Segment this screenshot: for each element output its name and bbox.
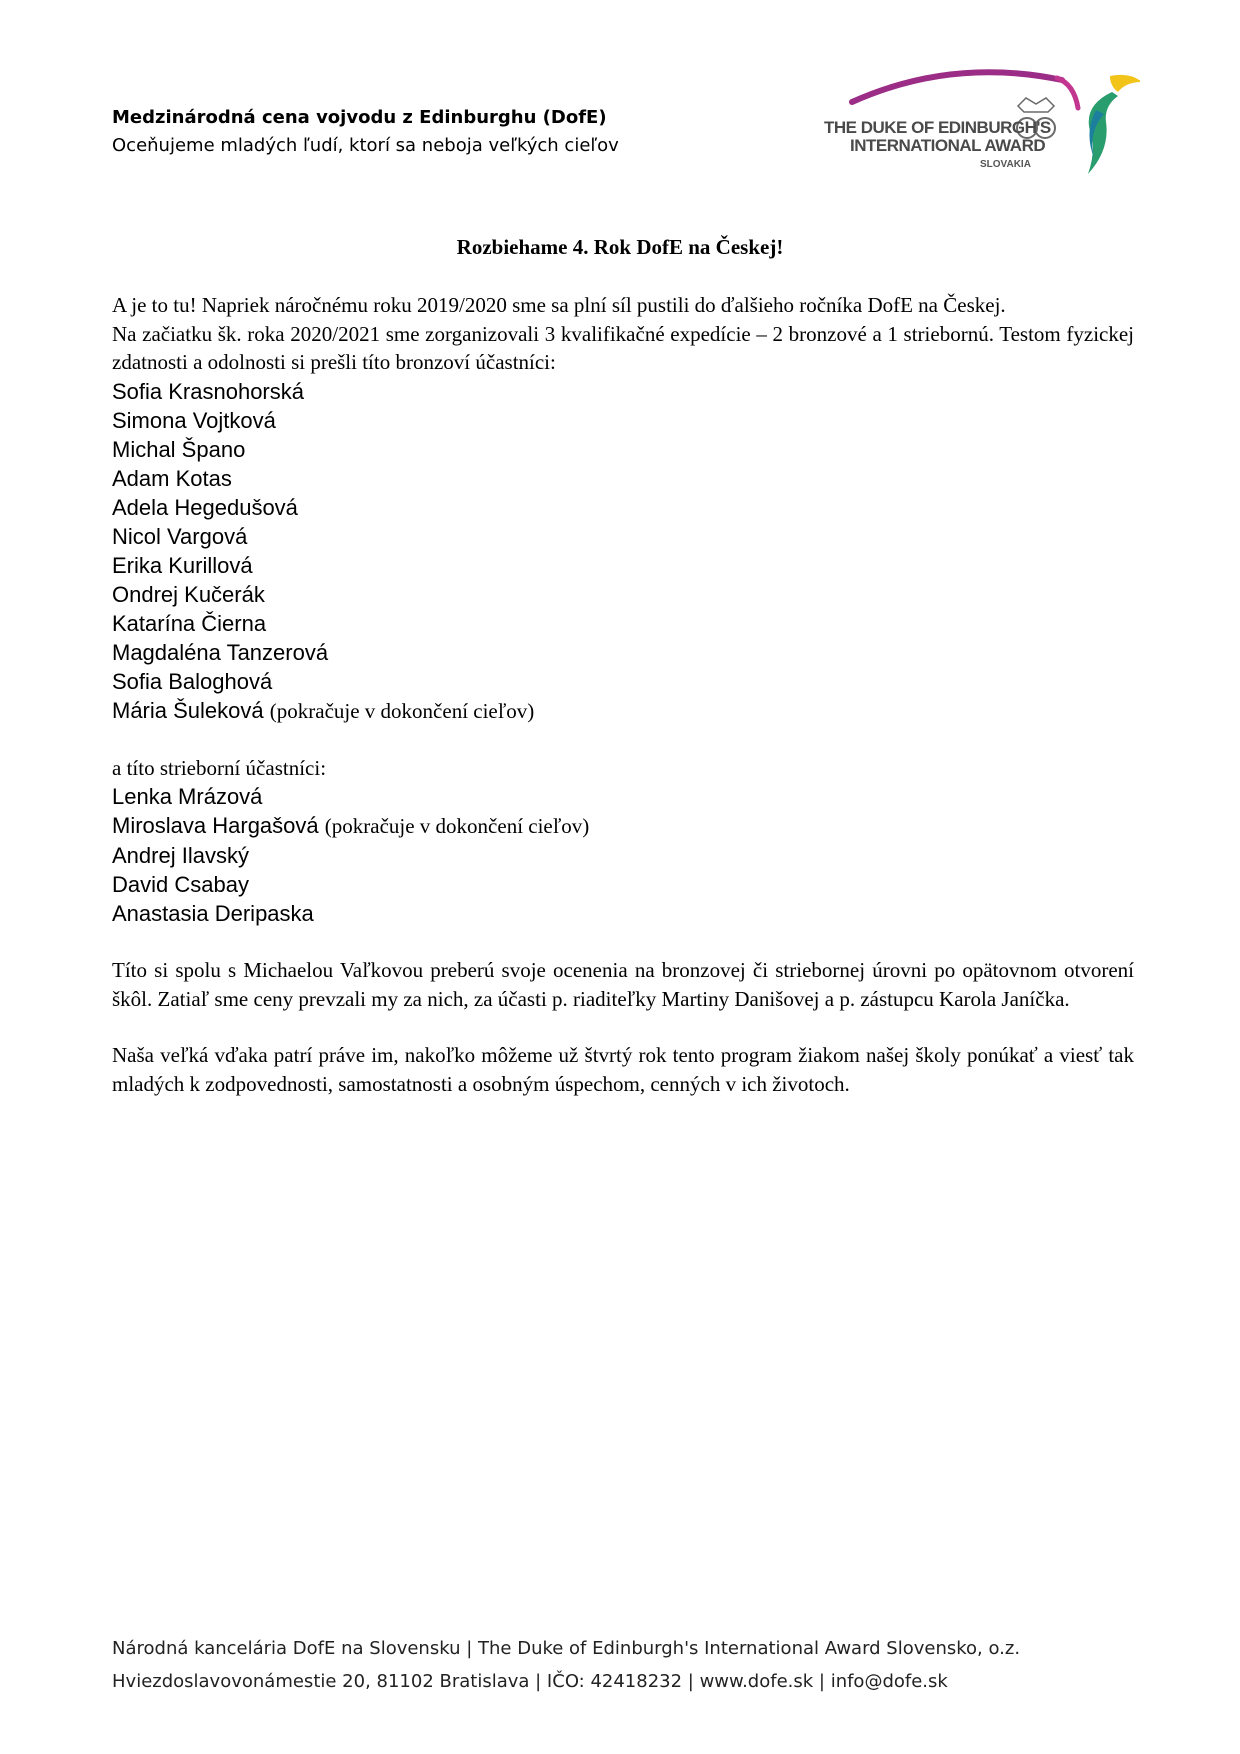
silver-intro: a títo strieborní účastníci: bbox=[112, 755, 327, 780]
bronze-participant: Simona Vojtková bbox=[112, 407, 276, 433]
footer-line-1: Národná kancelária DofE na Slovensku | The Duke of Edinburgh's International Award Slovensko, o.z. bbox=[112, 1638, 1021, 1659]
participant-note: (pokračuje v dokončení cieľov) bbox=[269, 698, 535, 723]
silver-participant: Miroslava Hargašová (pokračuje v dokončení cieľov) bbox=[112, 813, 590, 838]
bronze-participant: Sofia Krasnohorská bbox=[112, 378, 304, 404]
silver-participants-list bbox=[112, 782, 1134, 928]
logo-text-line2: INTERNATIONAL AWARD bbox=[850, 136, 1046, 155]
dofe-logo bbox=[812, 62, 1140, 180]
page-footer bbox=[112, 1632, 1020, 1698]
bronze-participant: Nicol Vargová bbox=[112, 523, 248, 549]
bronze-participant: Katarína Čierna bbox=[112, 610, 267, 636]
logo-bird-head bbox=[1110, 75, 1140, 92]
participant-note: (pokračuje v dokončení cieľov) bbox=[324, 814, 590, 838]
document-body bbox=[112, 291, 1134, 1098]
bronze-participant: Sofia Baloghová bbox=[112, 668, 273, 694]
logo-text-line1: THE DUKE OF EDINBURGH'S bbox=[824, 118, 1051, 137]
letterhead bbox=[112, 104, 619, 160]
silver-participant: Andrej Ilavský bbox=[112, 843, 249, 868]
bronze-participant: Magdaléna Tanzerová bbox=[112, 639, 329, 665]
bronze-participant: Adela Hegedušová bbox=[112, 494, 298, 520]
intro-paragraph-1: A je to tu! Napriek náročnému roku 2019/2020 sme sa plní síl pustili do ďalšieho ročníka DofE na Českej. bbox=[112, 293, 1006, 317]
document-title: Rozbiehame 4. Rok DofE na Českej! bbox=[456, 235, 784, 259]
closing-paragraph-2: Naša veľká vďaka patrí práve im, nakoľko môžeme už štvrtý rok tento program žiakom našej školy ponúkať a viesť tak mladých k zodpovednosti, samostatnosti a osobným úspechom, cenných v ich životoch. bbox=[112, 1043, 1134, 1096]
bronze-participant: Mária Šuleková (pokračuje v dokončení cieľov) bbox=[112, 697, 535, 723]
silver-participant: Lenka Mrázová bbox=[112, 784, 263, 809]
silver-participant: David Csabay bbox=[112, 872, 249, 897]
silver-participant: Anastasia Deripaska bbox=[112, 901, 314, 926]
logo-arc bbox=[852, 72, 1062, 102]
organization-name: Medzinárodná cena vojvodu z Edinburghu (DofE) bbox=[112, 107, 607, 128]
intro-paragraph-2: Na začiatku šk. roka 2020/2021 sme zorganizovali 3 kvalifikačné expedície – 2 bronzové a 1 striebornú. Testom fyzickej zdatnosti a odolnosti si prešli títo bronzoví účastníci: bbox=[112, 321, 1134, 374]
organization-tagline: Oceňujeme mladých ľudí, ktorí sa neboja veľkých cieľov bbox=[112, 135, 619, 156]
bronze-participant: Ondrej Kučerák bbox=[112, 581, 265, 607]
closing-paragraph-1: Títo si spolu s Michaelou Vaľkovou preberú svoje ocenenia na bronzovej či striebornej úrovni po opätovnom otvorení škôl. Zatiaľ sme ceny prevzali my za nich, za účasti p. riaditeľky Martiny Danišovej a p. zástupcu Karola Janíčka. bbox=[112, 958, 1134, 1011]
bronze-participant: Adam Kotas bbox=[112, 465, 232, 491]
footer-line-2: Hviezdoslavovonámestie 20, 81102 Bratislava | IČO: 42418232 | www.dofe.sk | info@dofe.sk bbox=[112, 1671, 948, 1692]
bronze-participant: Michal Špano bbox=[112, 436, 246, 462]
logo-country: SLOVAKIA bbox=[980, 159, 1031, 170]
bronze-participant: Erika Kurillová bbox=[112, 552, 253, 578]
bronze-participants-list bbox=[112, 377, 1134, 726]
